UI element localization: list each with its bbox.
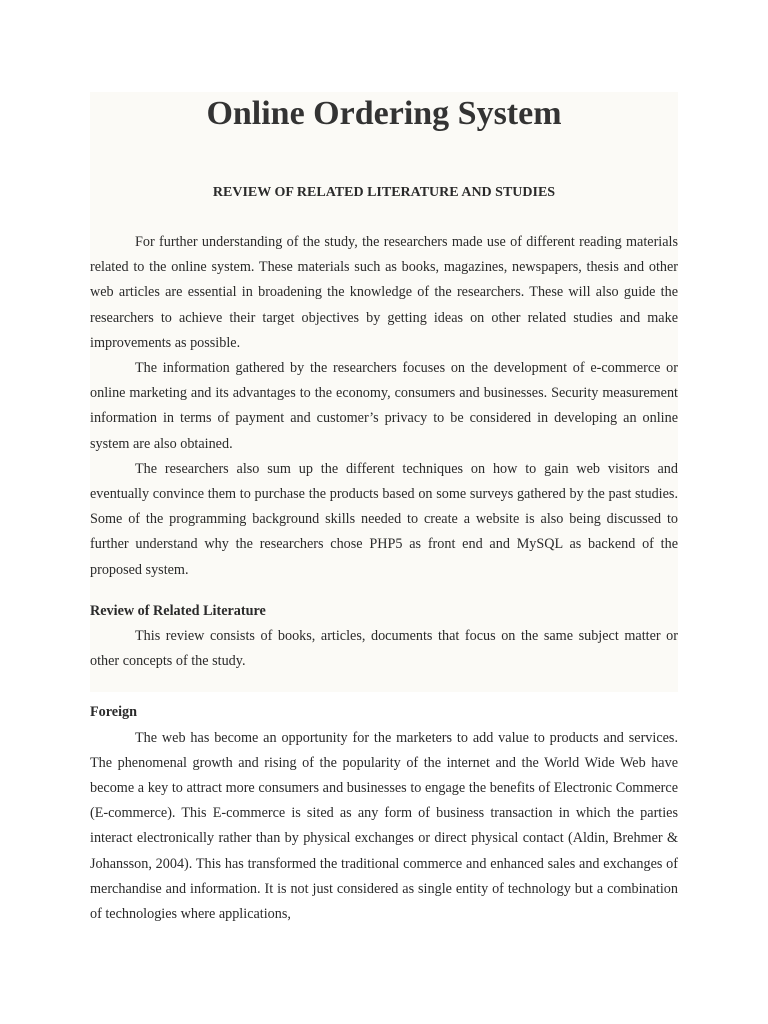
document-body: [90, 180, 678, 927]
document-title: Online Ordering System: [206, 95, 562, 132]
intro-paragraph-1: For further understanding of the study, the researchers made use of different reading materials related to the online system. These materials such as books, magazines, newspapers, thesis and other web articles are essential in broadening the knowledge of the researchers. These will also guide the researchers to achieve their target objectives by getting ideas on other related studies and make improvements as possible.: [90, 234, 678, 351]
section-subtitle: REVIEW OF RELATED LITERATURE AND STUDIES: [212, 185, 556, 200]
foreign-paragraph: The web has become an opportunity for the marketers to add value to products and services. The phenomenal growth and rising of the popularity of the internet and the World Wide Web have become a key to attract more consumers and businesses to engage the benefits of Electronic Commerce (E-commerce). This E-commerce is sited as any form of business transaction in which the parties interact electronically rather than by physical exchanges or direct physical contact (Aldin, Brehmer & Johansson, 2004). This has transformed the traditional commerce and enhanced sales and exchanges of merchandise and information. It is not just considered as single entity of technology but a combination of technologies where applications,: [90, 729, 678, 923]
intro-paragraph-3: The researchers also sum up the different techniques on how to gain web visitors and eventually convince them to purchase the products based on some surveys gathered by the past studies. Some of the programming background skills needed to create a website is also being discussed to further understand why the researchers chose PHP5 as front end and MySQL as backend of the proposed system.: [90, 460, 678, 578]
foreign-heading: Foreign: [90, 704, 138, 721]
intro-paragraph-2: The information gathered by the researchers focuses on the development of e-commerce or online marketing and its advantages to the economy, consumers and businesses. Security measurement information in terms of payment and customer’s privacy to be considered in developing an online system are also obtained.: [90, 360, 678, 452]
literature-paragraph: This review consists of books, articles, documents that focus on the same subject matter or other concepts of the study.: [90, 628, 678, 670]
literature-heading: Review of Related Literature: [90, 602, 266, 619]
